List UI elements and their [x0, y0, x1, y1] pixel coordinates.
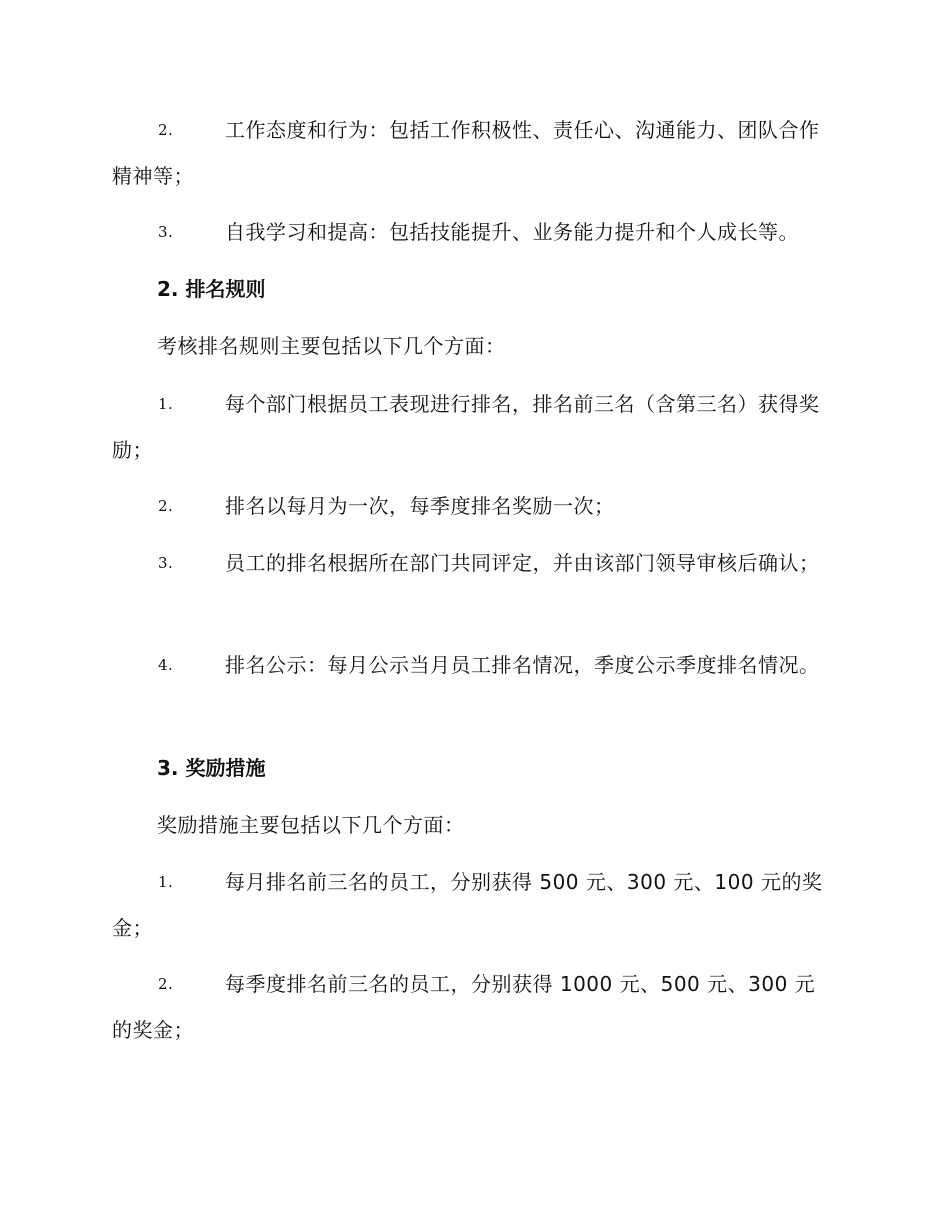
- list-item-text: 每季度排名前三名的员工，分别获得 1000 元、500 元、300 元的奖金；: [112, 972, 816, 1042]
- list-item-number: 3.: [158, 223, 174, 241]
- list-item: [112, 483, 832, 529]
- list-item-text: 员工的排名根据所在部门共同评定，并由该部门领导审核后确认；: [225, 551, 820, 575]
- list-item-text: 每月排名前三名的员工，分别获得 500 元、300 元、100 元的奖金；: [112, 870, 823, 940]
- list-item-number: 4.: [158, 656, 174, 674]
- list-item-number: 2.: [158, 497, 174, 515]
- list-item: [112, 107, 832, 199]
- list-item: [112, 859, 832, 951]
- list-item: [112, 642, 832, 688]
- list-item-text: 工作态度和行为：包括工作积极性、责任心、沟通能力、团队合作精神等；: [112, 118, 820, 188]
- section-intro: 考核排名规则主要包括以下几个方面：: [157, 334, 506, 358]
- list-item: [112, 961, 832, 1053]
- list-item-text: 排名公示：每月公示当月员工排名情况，季度公示季度排名情况。: [225, 653, 820, 677]
- list-item-number: 2.: [158, 121, 174, 139]
- list-item-text: 每个部门根据员工表现进行排名，排名前三名（含第三名）获得奖励；: [112, 392, 820, 462]
- list-item-text: 自我学习和提高：包括技能提升、业务能力提升和个人成长等。: [225, 220, 799, 244]
- list-item-text: 排名以每月为一次，每季度排名奖励一次；: [225, 494, 615, 518]
- list-item-number: 2.: [158, 975, 174, 993]
- list-item: [112, 209, 832, 255]
- list-item: [112, 540, 832, 586]
- section-intro: 奖励措施主要包括以下几个方面：: [157, 813, 465, 837]
- section-heading: 2. 排名规则: [157, 277, 266, 301]
- list-item-number: 1.: [158, 395, 174, 413]
- list-item: [112, 381, 832, 473]
- list-item-number: 1.: [158, 873, 174, 891]
- list-item-number: 3.: [158, 554, 174, 572]
- section-heading: 3. 奖励措施: [157, 756, 266, 780]
